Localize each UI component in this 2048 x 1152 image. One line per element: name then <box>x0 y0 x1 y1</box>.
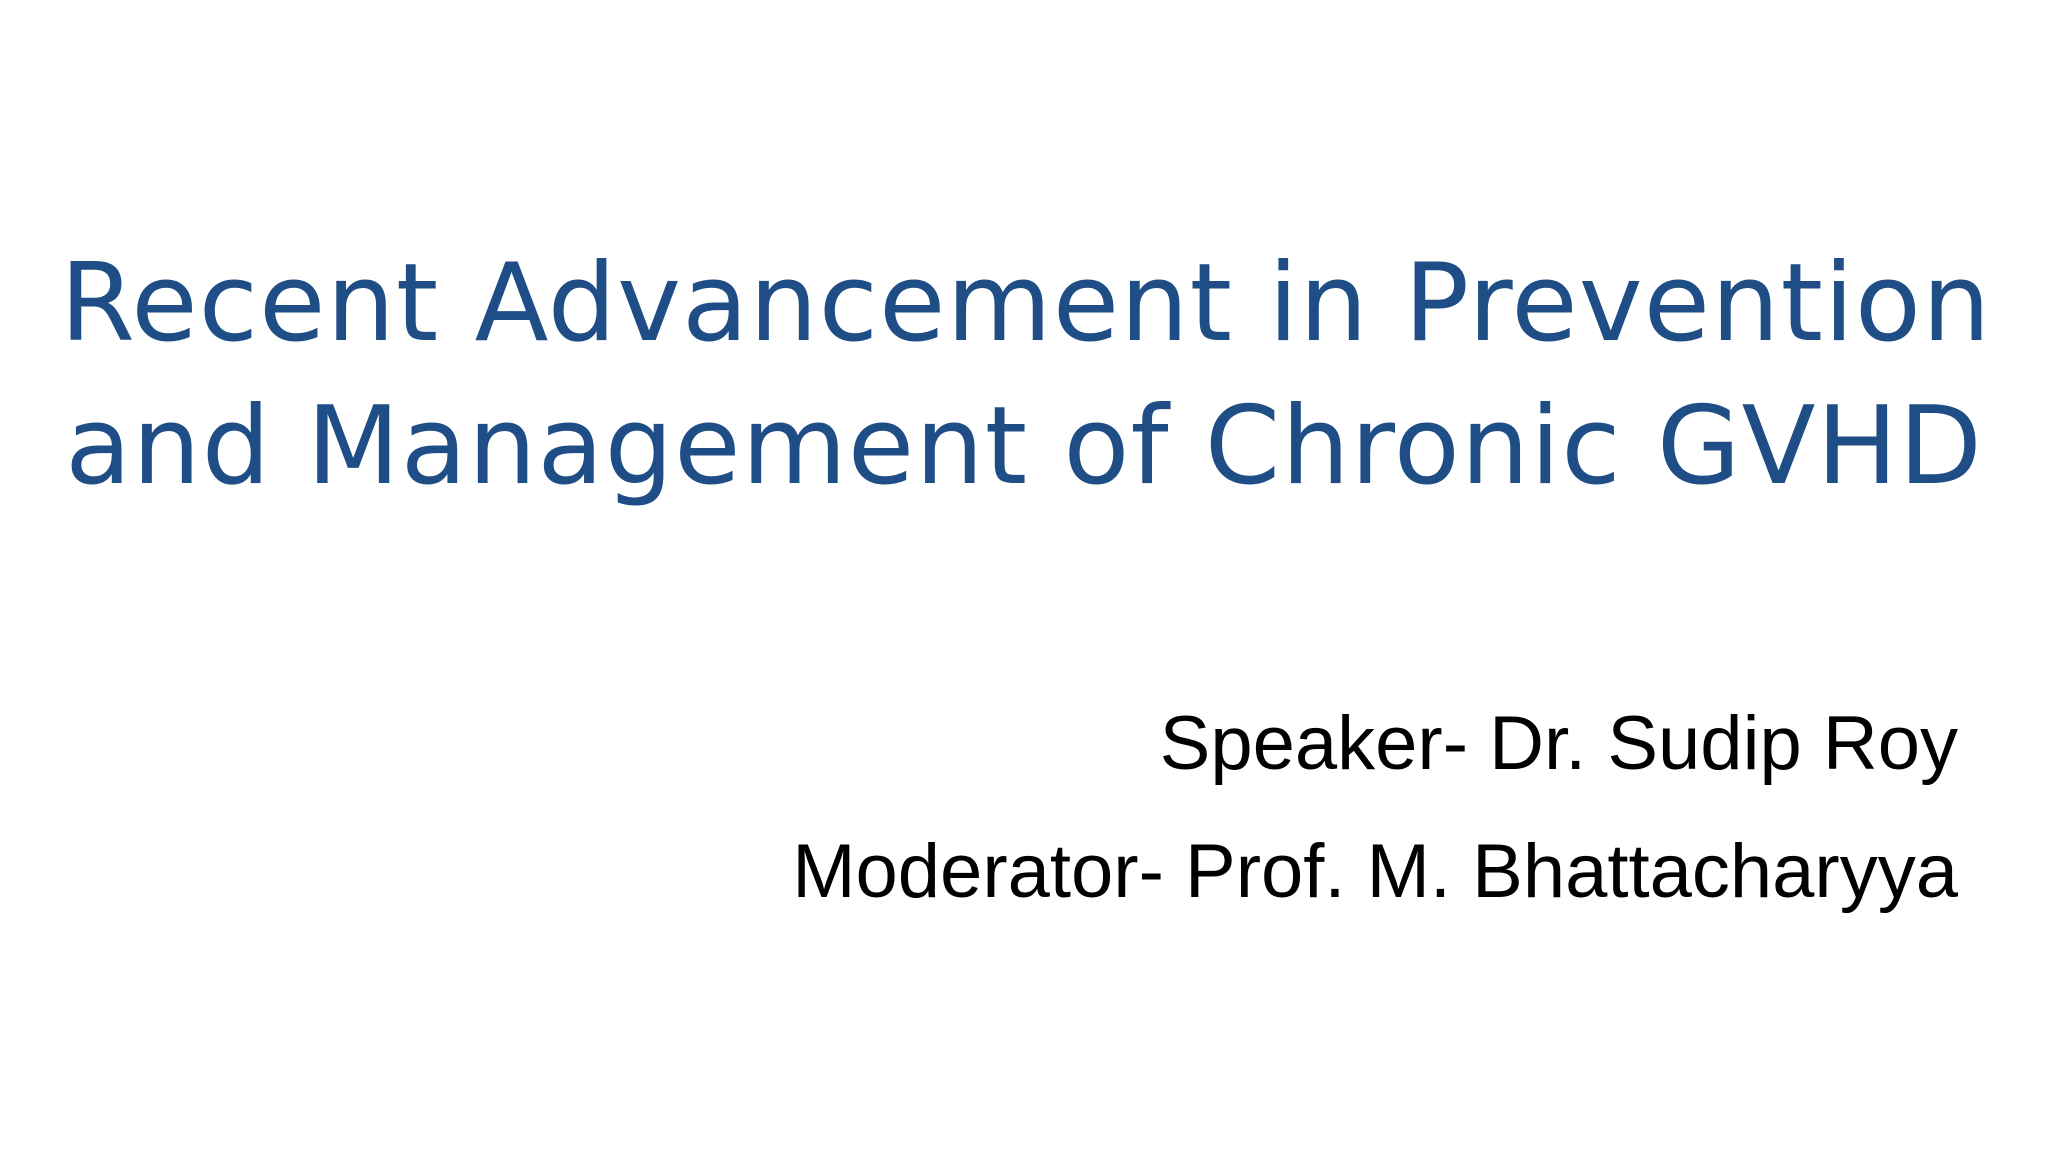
moderator-line: Moderator- Prof. M. Bhattacharyya <box>792 829 1958 914</box>
title-line-1: Recent Advancement in Prevention <box>60 241 1992 366</box>
title-line-2: and Management of Chronic GVHD <box>65 384 1983 509</box>
speaker-line: Speaker- Dr. Sudip Roy <box>1159 701 1958 786</box>
credits <box>792 680 1958 936</box>
slide-title <box>60 232 1992 518</box>
